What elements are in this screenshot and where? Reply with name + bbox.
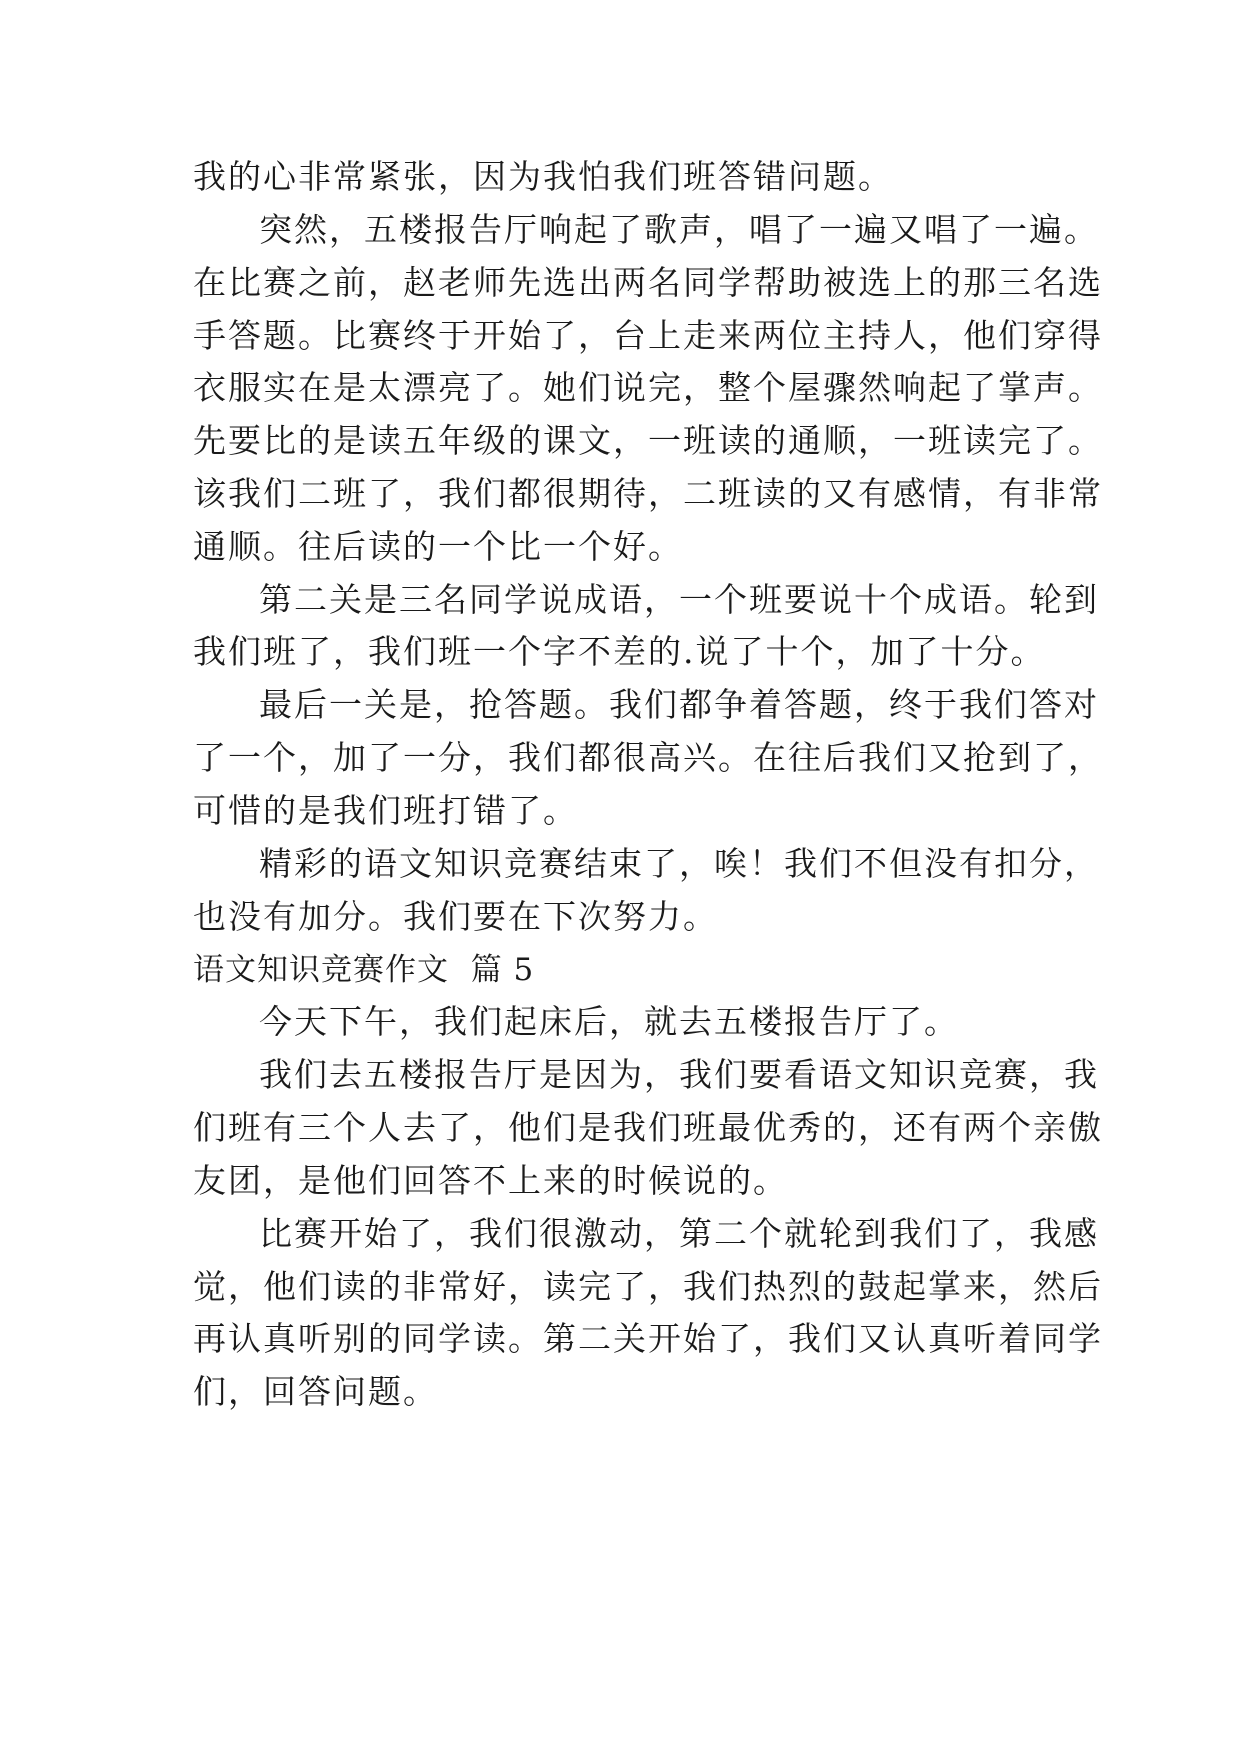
paragraph-start-line: 突然，五楼报告厅响起了歌声，唱了一遍又唱了一遍。 xyxy=(259,210,1099,249)
text-line: 再认真听别的同学读。第二关开始了，我们又认真听着同学 xyxy=(193,1319,1103,1358)
text-line: 通顺。往后读的一个比一个好。 xyxy=(193,527,683,566)
text-line: 们，回答问题。 xyxy=(193,1372,438,1411)
paragraph-start-line: 我们去五楼报告厅是因为，我们要看语文知识竞赛，我 xyxy=(259,1055,1099,1094)
text-line: 觉，他们读的非常好，读完了，我们热烈的鼓起掌来，然后 xyxy=(193,1267,1103,1306)
text-line: 先要比的是读五年级的课文，一班读的通顺，一班读完了。 xyxy=(193,421,1103,460)
text-line: 我的心非常紧张，因为我怕我们班答错问题。 xyxy=(193,157,893,196)
text-line: 我们班了，我们班一个字不差的.说了十个，加了十分。 xyxy=(193,632,1046,671)
text-line: 在比赛之前，赵老师先选出两名同学帮助被选上的那三名选 xyxy=(193,263,1103,302)
paragraph-start-line: 第二关是三名同学说成语，一个班要说十个成语。轮到 xyxy=(259,580,1099,619)
text-line: 衣服实在是太漂亮了。她们说完，整个屋骤然响起了掌声。 xyxy=(193,368,1103,407)
text-line: 也没有加分。我们要在下次努力。 xyxy=(193,897,718,936)
text-line: 们班有三个人去了，他们是我们班最优秀的，还有两个亲傲 xyxy=(193,1108,1103,1147)
text-line: 手答题。比赛终于开始了，台上走来两位主持人，他们穿得 xyxy=(193,316,1103,355)
text-line: 该我们二班了，我们都很期待，二班读的又有感情，有非常 xyxy=(193,474,1103,513)
text-line: 了一个，加了一分，我们都很高兴。在往后我们又抢到了， xyxy=(193,738,1103,777)
paragraph-start-line: 比赛开始了，我们很激动，第二个就轮到我们了，我感 xyxy=(259,1214,1099,1253)
paragraph-start-line: 今天下午，我们起床后，就去五楼报告厅了。 xyxy=(259,1002,959,1041)
paragraph-start-line: 最后一关是，抢答题。我们都争着答题，终于我们答对 xyxy=(259,685,1099,724)
text-line: 友团，是他们回答不上来的时候说的。 xyxy=(193,1161,788,1200)
paragraph-start-line: 精彩的语文知识竞赛结束了，唉！我们不但没有扣分， xyxy=(259,844,1099,883)
text-line: 可惜的是我们班打错了。 xyxy=(193,791,578,830)
section-heading: 语文知识竞赛作文 篇 5 xyxy=(193,952,535,988)
